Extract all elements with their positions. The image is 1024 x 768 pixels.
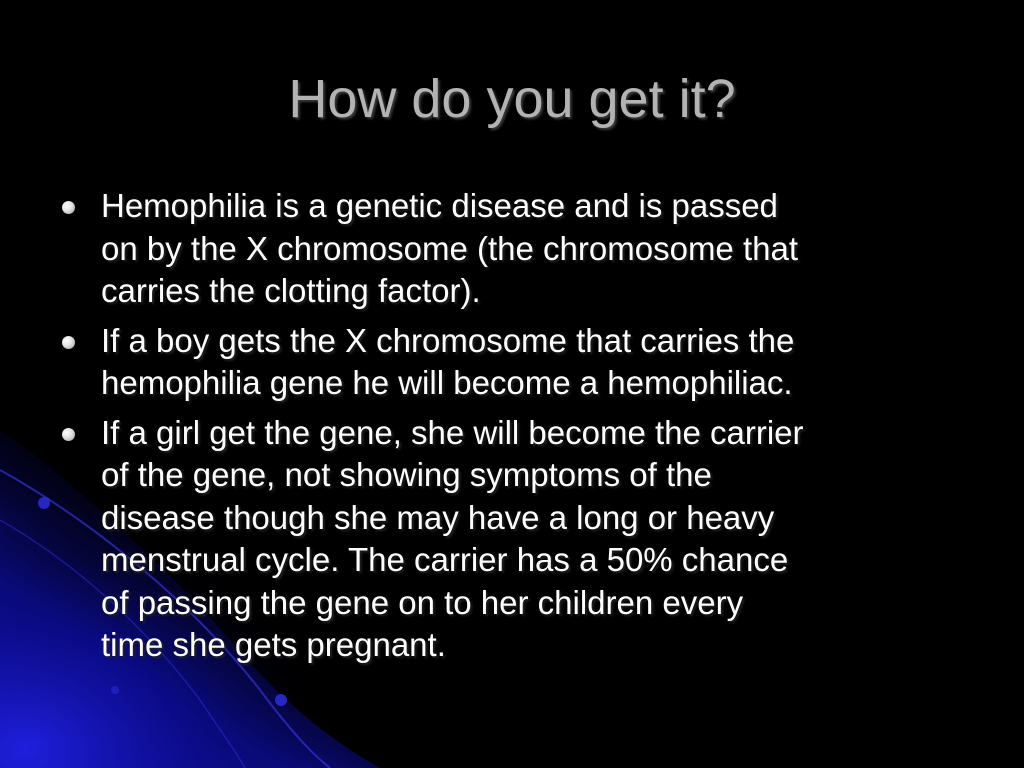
bullet-text: Hemophilia is a genetic disease and is passed on by the X chromosome (the chromosome that carries the clotting factor).: [101, 187, 798, 309]
swoosh-dot: [38, 497, 50, 509]
swoosh-dot: [111, 686, 119, 694]
bullet-item: [62, 412, 962, 667]
bullet-list: [62, 185, 962, 674]
bullet-text: If a girl get the gene, she will become the carrier of the gene, not showing symptoms of the disease though she may have a long or heavy menstrual cycle. The carrier has a 50% chance of passing the gene on to her children every time she gets pregnant.: [101, 413, 804, 663]
bullet-text: If a boy gets the X chromosome that carries the hemophilia gene he will become a hemophiliac.: [101, 321, 795, 401]
bullet-icon: [62, 428, 75, 441]
bullet-item: [62, 320, 962, 405]
bullet-icon: [62, 336, 75, 349]
slide-title: How do you get it?: [288, 69, 736, 129]
bullet-icon: [62, 201, 75, 214]
bullet-item: [62, 185, 962, 313]
swoosh-dot: [275, 694, 287, 706]
